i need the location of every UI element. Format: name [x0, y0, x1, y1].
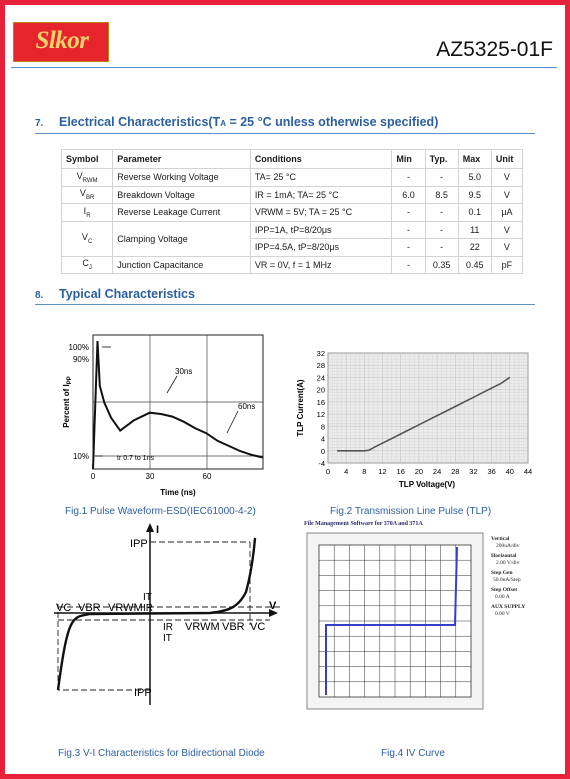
- fig3-axis-label-i: I: [156, 524, 160, 536]
- fig4-stepgen-label: Step Gen: [491, 570, 513, 576]
- conditions-cell: IPP=4.5A, tP=8/20μs: [250, 239, 392, 257]
- fig2-xtick: 0: [325, 467, 331, 476]
- fig4-settings-panel: [491, 536, 525, 618]
- fig2-caption: Fig.2 Transmission Line Pulse (TLP): [330, 506, 492, 517]
- symbol-cell: $I_R$: [62, 204, 113, 222]
- part-number: AZ5325-01F: [436, 38, 553, 61]
- fig3-label-it-bottom: IT: [163, 633, 172, 644]
- col-parameter: Parameter: [113, 150, 251, 169]
- symbol-cell: $V_{BR}$: [62, 186, 113, 204]
- unit-cell: V: [491, 221, 522, 239]
- fig4-aux-label: AUX SUPPLY: [491, 604, 526, 610]
- section-8-rule: [35, 304, 535, 305]
- fig1-annotation-60ns: 60ns: [238, 402, 256, 411]
- fig2-xtick: 8: [362, 467, 367, 476]
- fig3-label-it-top: IT: [143, 592, 152, 603]
- fig2-xtick: 32: [469, 467, 478, 476]
- fig2-ytick: 24: [316, 373, 325, 383]
- fig1-ylabel: Percent of $I_{PP}$: [62, 376, 73, 428]
- fig4-stepgen-value: 50.0nA/Step: [493, 577, 521, 583]
- min-cell: 6.0: [392, 186, 425, 204]
- parameter-cell: Clamping Voltage: [113, 221, 251, 256]
- fig2-xtick: 28: [451, 467, 460, 476]
- fig2-ytick: 8: [320, 422, 325, 432]
- fig3-label-vc-left: VC: [56, 602, 72, 614]
- table-row: [62, 204, 523, 222]
- fig3-current-arrow: [146, 523, 154, 532]
- fig2-ytick: 28: [316, 361, 325, 371]
- typ-cell: 8.5: [425, 186, 458, 204]
- fig2-xtick: 4: [344, 467, 349, 476]
- fig3-label-ir-bottom: IR: [163, 622, 173, 633]
- fig3-label-vc-right: VC: [250, 621, 266, 633]
- fig4-vertical-label: Vertical: [491, 536, 510, 542]
- symbol-cell: $V_C$: [62, 221, 113, 256]
- max-cell: 0.1: [458, 204, 491, 222]
- unit-cell: V: [491, 186, 522, 204]
- section-7-heading: 7. Electrical Characteristics(TA = 25 °C unless otherwise specified): [35, 115, 439, 129]
- fig3-caption: Fig.3 V-I Characteristics for Bidirectional Diode: [58, 748, 265, 759]
- fig3-axis-label-v: V: [269, 600, 277, 612]
- typ-cell: -: [425, 239, 458, 257]
- max-cell: 9.5: [458, 186, 491, 204]
- fig4-stepoffset-label: Step Offset: [491, 587, 518, 593]
- section-7-rule: [35, 133, 535, 134]
- fig4-curve-tracer: [301, 520, 539, 710]
- fig2-ytick: 20: [316, 385, 325, 395]
- fig4-horizontal-label: Horizontal: [491, 553, 517, 559]
- unit-cell: pF: [491, 256, 522, 274]
- fig3-label-ipp-top: IPP: [130, 538, 148, 550]
- typ-cell: 0.35: [425, 256, 458, 274]
- fig4-screen: [307, 533, 483, 709]
- max-cell: 11: [458, 221, 491, 239]
- fig2-xtick: 36: [487, 467, 496, 476]
- fig2-xtick: 44: [523, 467, 533, 476]
- fig3-reference-lines: [58, 542, 280, 690]
- parameter-cell: Reverse Working Voltage: [113, 169, 251, 187]
- symbol-cell: $C_J$: [62, 256, 113, 274]
- fig2-ylabel: TLP Current(A): [296, 379, 305, 437]
- header-rule: [11, 67, 557, 68]
- fig1-xtick-30: 30: [145, 472, 155, 481]
- fig1-annotation-30ns: 30ns: [175, 367, 193, 376]
- typ-cell: -: [425, 221, 458, 239]
- fig2-xtick: 40: [505, 467, 514, 476]
- min-cell: -: [392, 204, 425, 222]
- fig1-xtick-60: 60: [202, 472, 212, 481]
- electrical-characteristics-table: [61, 149, 523, 274]
- slkor-logo: Slkor: [13, 22, 109, 62]
- fig1-xlabel: Time (ns): [160, 488, 196, 497]
- fig3-vi-diagram: [50, 520, 290, 710]
- conditions-cell: TA= 25 °C: [250, 169, 392, 187]
- fig4-aux-value: 0.00 V: [495, 611, 510, 617]
- fig2-xlabel: TLP Voltage(V): [398, 480, 456, 489]
- min-cell: -: [392, 221, 425, 239]
- conditions-cell: IPP=1A, tP=8/20μs: [250, 221, 392, 239]
- fig1-ytick-10: 10%: [72, 452, 89, 461]
- col-symbol: Symbol: [62, 150, 113, 169]
- max-cell: 0.45: [458, 256, 491, 274]
- typ-cell: -: [425, 204, 458, 222]
- table-row: [62, 221, 523, 239]
- col-unit: Unit: [491, 150, 522, 169]
- max-cell: 5.0: [458, 169, 491, 187]
- max-cell: 22: [458, 239, 491, 257]
- fig2-xtick: 16: [396, 467, 405, 476]
- min-cell: -: [392, 256, 425, 274]
- conditions-cell: VR = 0V, f = 1 MHz: [250, 256, 392, 274]
- unit-cell: µA: [491, 204, 522, 222]
- fig4-title: File Management Software for 370A and 371A: [304, 521, 423, 527]
- conditions-cell: IR = 1mA; TA= 25 °C: [250, 186, 392, 204]
- fig2-tlp-chart: [297, 345, 547, 495]
- fig3-label-ir-top: IR: [143, 603, 153, 614]
- fig1-caption: Fig.1 Pulse Waveform-ESD(IEC61000-4-2): [65, 506, 256, 517]
- min-cell: -: [392, 239, 425, 257]
- fig2-ytick: 12: [316, 410, 325, 420]
- col-conditions: Conditions: [250, 150, 392, 169]
- fig4-stepoffset-value: 0.00 A: [495, 594, 510, 600]
- table-row: [62, 186, 523, 204]
- col-typ: Typ.: [425, 150, 458, 169]
- fig3-label-vbr-right: VBR: [222, 621, 245, 633]
- fig2-ytick: 0: [320, 446, 325, 456]
- fig3-label-vrwm-right: VRWM: [185, 621, 220, 633]
- fig1-ytick-100: 100%: [68, 343, 89, 352]
- fig2-ytick: 32: [316, 349, 325, 358]
- col-max: Max: [458, 150, 491, 169]
- fig2-ytick: 4: [320, 434, 325, 444]
- fig4-vertical-value: 200uA/div: [496, 543, 520, 549]
- table-header-row: [62, 150, 523, 169]
- conditions-cell: VRWM = 5V; TA = 25 °C: [250, 204, 392, 222]
- fig3-label-vbr-left: VBR: [78, 602, 101, 614]
- fig1-pulse-waveform: [55, 333, 270, 503]
- table-row: [62, 256, 523, 274]
- fig2-xtick: 20: [414, 467, 424, 476]
- fig3-vi-curve: [58, 538, 255, 690]
- parameter-cell: Junction Capacitance: [113, 256, 251, 274]
- fig2-xtick: 24: [432, 467, 442, 476]
- unit-cell: V: [491, 169, 522, 187]
- parameter-cell: Reverse Leakage Current: [113, 204, 251, 222]
- fig1-annotation-rise-time: tr 0.7 to 1ns: [117, 455, 154, 462]
- symbol-cell: $V_{RWM}$: [62, 169, 113, 187]
- fig3-label-ipp-bottom: IPP: [134, 687, 152, 699]
- fig2-ytick: -4: [318, 459, 325, 468]
- fig2-xtick: 12: [378, 467, 387, 476]
- table-row: [62, 169, 523, 187]
- typ-cell: -: [425, 169, 458, 187]
- fig3-label-vrwm-left: VRWM: [108, 602, 143, 614]
- section-8-heading: 8. Typical Characteristics: [35, 287, 195, 301]
- min-cell: -: [392, 169, 425, 187]
- datasheet-page: [5, 5, 565, 774]
- fig2-ytick: 16: [316, 397, 325, 407]
- fig1-xtick-0: 0: [90, 472, 96, 481]
- unit-cell: V: [491, 239, 522, 257]
- fig4-caption: Fig.4 IV Curve: [381, 748, 445, 759]
- parameter-cell: Breakdown Voltage: [113, 186, 251, 204]
- fig1-ytick-90: 90%: [72, 355, 89, 364]
- col-min: Min: [392, 150, 425, 169]
- fig4-horizontal-value: 2.00 V/div: [496, 560, 520, 566]
